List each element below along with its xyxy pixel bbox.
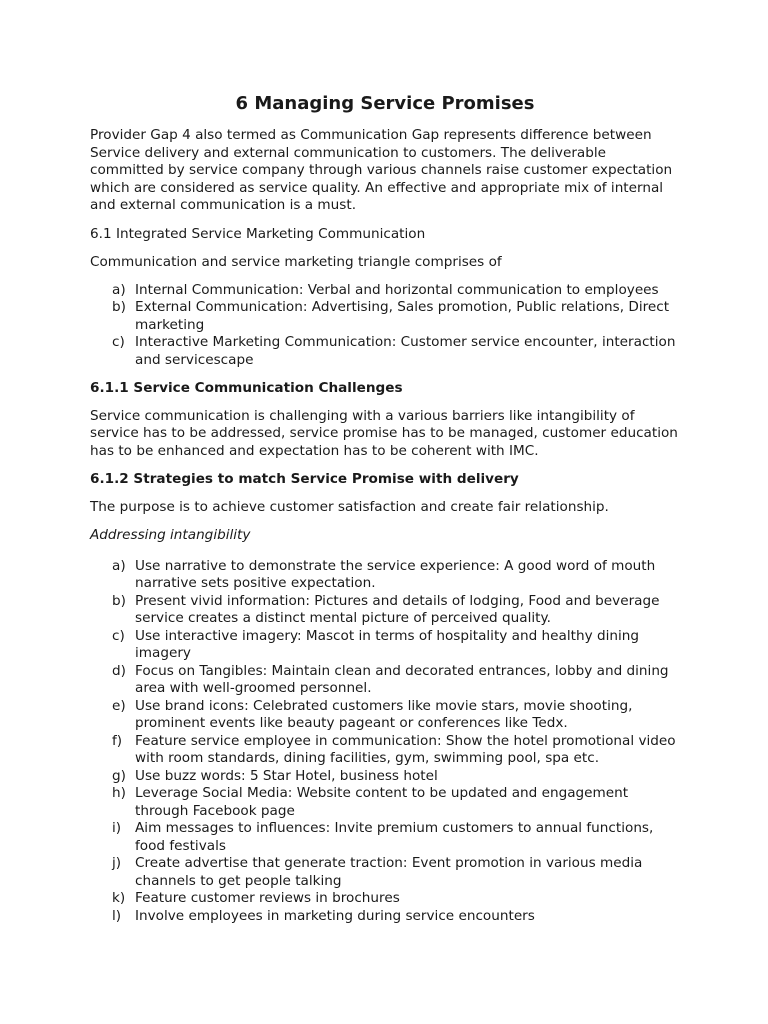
- list-item-text: Aim messages to influences: Invite premium customers to annual functions, food festivals: [135, 820, 654, 854]
- list-marker: j): [112, 855, 122, 871]
- list-item: [90, 908, 680, 926]
- list-marker: h): [112, 785, 126, 801]
- list-marker: c): [112, 627, 125, 644]
- list-item-text: Use buzz words: 5 Star Hotel, business hotel: [135, 767, 438, 784]
- list-item-text: Focus on Tangibles: Maintain clean and decorated entrances, lobby and dining area with well-groomed personnel.: [135, 662, 669, 696]
- list-item-text: External Communication: Advertising, Sales promotion, Public relations, Direct marketing: [135, 299, 670, 333]
- list-marker: d): [112, 662, 126, 679]
- list-item: [90, 698, 680, 733]
- list-item-text: Use narrative to demonstrate the service experience: A good word of mouth narrative sets positive expectation.: [135, 557, 656, 591]
- challenges-paragraph: Service communication is challenging with a various barriers like intangibility of service has to be addressed, service promise has to be managed, customer education has to be enhanced and expectation has to be coherent with IMC.: [90, 407, 678, 459]
- list-item-text: Feature customer reviews in brochures: [135, 890, 400, 906]
- list-marker: e): [112, 697, 126, 714]
- list-item: [90, 820, 680, 855]
- list-item: [90, 558, 680, 593]
- list-marker: c): [112, 334, 125, 350]
- list-item: [90, 282, 680, 300]
- list-item: [90, 785, 680, 820]
- strategy-list: [90, 558, 680, 926]
- list-item-text: Involve employees in marketing during service encounters: [135, 907, 535, 924]
- list-marker: b): [112, 592, 126, 609]
- section-heading-6-1: 6.1 Integrated Service Marketing Communication: [90, 225, 426, 242]
- list-item: [90, 334, 680, 369]
- list-marker: k): [112, 890, 126, 906]
- purpose-paragraph: The purpose is to achieve customer satisfaction and create fair relationship.: [90, 498, 609, 515]
- list-item: [90, 628, 680, 663]
- list-item: [90, 593, 680, 628]
- section-heading-6-1-2: 6.1.2 Strategies to match Service Promise with delivery: [90, 471, 519, 487]
- list-item-text: Use brand icons: Celebrated customers like movie stars, movie shooting, prominent events like beauty pageant or conferences like Tedx.: [135, 697, 633, 731]
- list-item: [90, 855, 680, 890]
- list-item-text: Feature service employee in communication: Show the hotel promotional video with room standards, dining facilities, gym, swimming pool, spa etc.: [135, 732, 676, 766]
- document-body: [90, 93, 680, 936]
- list-marker: i): [112, 820, 122, 836]
- list-marker: a): [112, 557, 126, 574]
- page-title: 6 Managing Service Promises: [235, 93, 535, 114]
- triangle-list: [90, 282, 680, 370]
- triangle-intro-paragraph: Communication and service marketing triangle comprises of: [90, 254, 502, 270]
- list-item: [90, 768, 680, 786]
- list-marker: f): [112, 732, 123, 749]
- list-item: [90, 663, 680, 698]
- list-marker: l): [112, 907, 122, 924]
- subheading-intangibility: Addressing intangibility: [90, 527, 251, 543]
- list-item-text: Leverage Social Media: Website content to be updated and engagement through Facebook page: [135, 785, 629, 819]
- list-item-text: Create advertise that generate traction: Event promotion in various media channels to get people talking: [135, 855, 643, 889]
- section-heading-6-1-1: 6.1.1 Service Communication Challenges: [90, 380, 403, 396]
- list-marker: g): [112, 767, 126, 784]
- list-item-text: Interactive Marketing Communication: Customer service encounter, interaction and servicescape: [135, 334, 676, 368]
- list-item: [90, 733, 680, 768]
- list-item-text: Internal Communication: Verbal and horizontal communication to employees: [135, 281, 659, 298]
- list-item-text: Use interactive imagery: Mascot in terms of hospitality and healthy dining imagery: [135, 627, 639, 661]
- list-marker: a): [112, 281, 126, 298]
- intro-paragraph: Provider Gap 4 also termed as Communication Gap represents difference between Service delivery and external communication to customers. The deliverable committed by service company through various channels raise customer expectation which are considered as service quality. An effective and appropriate mix of internal and external communication is a must.: [90, 127, 673, 213]
- list-marker: b): [112, 299, 126, 315]
- list-item-text: Present vivid information: Pictures and details of lodging, Food and beverage service creates a distinct mental picture of perceived quality.: [135, 592, 660, 626]
- list-item: [90, 299, 680, 334]
- list-item: [90, 890, 680, 908]
